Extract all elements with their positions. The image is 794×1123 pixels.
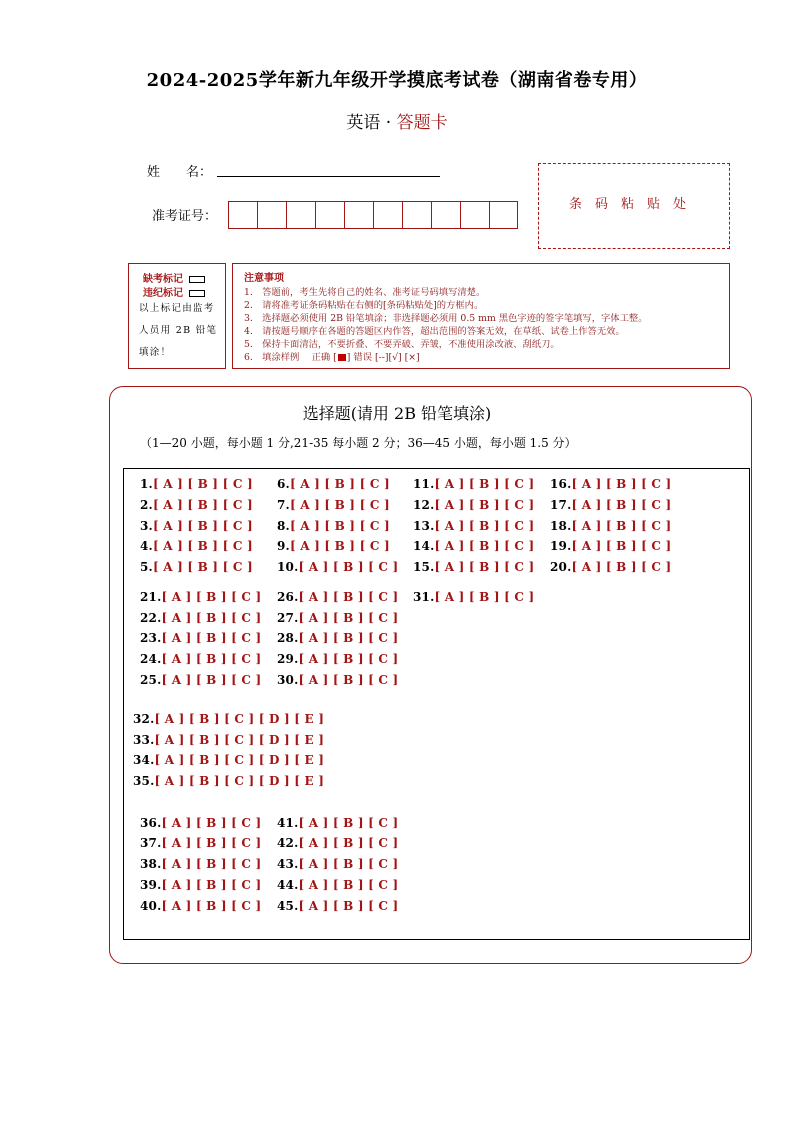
question-row — [413, 498, 534, 512]
answer-options[interactable]: [ A ] [ B ] [ C ] — [298, 857, 399, 871]
answer-options[interactable]: [ A ] [ B ] [ C ] — [434, 590, 535, 604]
answer-options[interactable]: [ A ] [ B ] [ C ] — [298, 899, 399, 913]
question-row — [277, 498, 390, 512]
answer-options[interactable]: [ A ] [ B ] [ C ] — [298, 652, 399, 666]
answer-options[interactable]: [ A ] [ B ] [ C ] — [161, 673, 262, 687]
question-number: 10. — [277, 560, 299, 574]
sample-wrong-label: 错误 — [353, 352, 372, 363]
question-row — [133, 733, 324, 747]
name-label: 姓 名： — [147, 165, 213, 180]
answer-options[interactable]: [ A ] [ B ] [ C ] [ D ] [ E ] — [154, 753, 325, 767]
answer-options[interactable]: [ A ] [ B ] [ C ] — [434, 477, 535, 491]
answer-options[interactable]: [ A ] [ B ] [ C ] [ D ] [ E ] — [154, 712, 325, 726]
choice-scoring: （1—20 小题，每小题 1 分,21-35 每小题 2 分；36—45 小题，每小题 1.5 分） — [140, 436, 577, 450]
card-label: 答题卡 — [396, 113, 448, 133]
barcode-area — [538, 163, 730, 249]
question-number: 9. — [277, 539, 290, 553]
answer-options[interactable]: [ A ] [ B ] [ C ] — [289, 519, 390, 533]
answer-options[interactable]: [ A ] [ B ] [ C ] — [161, 836, 262, 850]
absent-label: 缺考标记 — [143, 274, 183, 285]
question-number: 23. — [140, 631, 162, 645]
question-row — [140, 673, 261, 687]
question-number: 6. — [277, 477, 290, 491]
violation-mark — [143, 284, 205, 299]
question-number: 38. — [140, 857, 162, 871]
answer-options[interactable]: [ A ] [ B ] [ C ] — [298, 816, 399, 830]
question-row — [140, 519, 253, 533]
answer-options[interactable]: [ A ] [ B ] [ C ] — [152, 498, 253, 512]
question-row — [133, 774, 324, 788]
answer-options[interactable]: [ A ] [ B ] [ C ] — [161, 857, 262, 871]
notice-item: 4. 请按题号顺序在各题的答题区内作答，超出范围的答案无效，在草纸、试卷上作答无效。 — [244, 326, 625, 337]
question-row — [277, 477, 390, 491]
answer-options[interactable]: [ A ] [ B ] [ C ] — [298, 878, 399, 892]
id-digit-box[interactable] — [431, 201, 460, 229]
answer-options[interactable]: [ A ] [ B ] [ C ] — [289, 498, 390, 512]
question-row — [413, 560, 534, 574]
answer-options[interactable]: [ A ] [ B ] [ C ] — [152, 560, 253, 574]
answer-options[interactable]: [ A ] [ B ] [ C ] — [161, 611, 262, 625]
answer-options[interactable]: [ A ] [ B ] [ C ] — [152, 539, 253, 553]
answer-options[interactable]: [ A ] [ B ] [ C ] — [298, 631, 399, 645]
question-row — [140, 611, 261, 625]
question-number: 43. — [277, 857, 299, 871]
notice-box — [232, 263, 730, 369]
id-digit-box[interactable] — [373, 201, 402, 229]
answer-options[interactable]: [ A ] [ B ] [ C ] — [161, 878, 262, 892]
question-row — [140, 631, 261, 645]
notice-title: 注意事项 — [244, 273, 284, 284]
question-number: 2. — [140, 498, 153, 512]
question-row — [277, 611, 398, 625]
answer-options[interactable]: [ A ] [ B ] [ C ] — [161, 652, 262, 666]
absent-checkbox[interactable] — [189, 276, 205, 283]
choice-title: 选择题(请用 2B 铅笔填涂) — [302, 404, 492, 423]
question-row — [277, 652, 398, 666]
id-digit-box[interactable] — [489, 201, 518, 229]
question-row — [140, 899, 261, 913]
id-label: 准考证号： — [152, 209, 218, 224]
question-number: 29. — [277, 652, 299, 666]
subject-label: 英语 — [346, 113, 381, 133]
question-row — [140, 857, 261, 871]
question-row — [140, 590, 261, 604]
absent-mark — [143, 270, 205, 285]
answer-options[interactable]: [ A ] [ B ] [ C ] — [571, 498, 672, 512]
subtitle-separator: · — [385, 113, 392, 133]
question-number: 34. — [133, 753, 155, 767]
question-number: 32. — [133, 712, 155, 726]
question-number: 12. — [413, 498, 435, 512]
answer-options[interactable]: [ A ] [ B ] [ C ] — [298, 590, 399, 604]
question-number: 20. — [550, 560, 572, 574]
question-number: 24. — [140, 652, 162, 666]
question-row — [413, 477, 534, 491]
notice-item: 2. 请将准考证条码粘贴在右侧的[条码粘贴处]的方框内。 — [244, 300, 484, 311]
question-row — [550, 560, 671, 574]
answer-options[interactable]: [ A ] [ B ] [ C ] — [161, 899, 262, 913]
id-digit-box[interactable] — [460, 201, 489, 229]
question-row — [277, 878, 398, 892]
question-row — [140, 498, 253, 512]
question-number: 42. — [277, 836, 299, 850]
question-row — [133, 753, 324, 767]
question-row — [550, 539, 671, 553]
question-number: 25. — [140, 673, 162, 687]
question-row — [140, 652, 261, 666]
question-number: 17. — [550, 498, 572, 512]
id-digit-box[interactable] — [344, 201, 373, 229]
answer-options[interactable]: [ A ] [ B ] [ C ] — [571, 519, 672, 533]
question-row — [413, 539, 534, 553]
question-number: 14. — [413, 539, 435, 553]
answer-options[interactable]: [ A ] [ B ] [ C ] — [571, 560, 672, 574]
question-number: 4. — [140, 539, 153, 553]
id-digit-box[interactable] — [228, 201, 257, 229]
page-title: 2024-2025学年新九年级开学摸底考试卷（湖南省卷专用） — [146, 70, 648, 91]
question-number: 26. — [277, 590, 299, 604]
question-row — [550, 498, 671, 512]
question-row — [277, 836, 398, 850]
question-row — [550, 477, 671, 491]
question-number: 8. — [277, 519, 290, 533]
question-row — [413, 519, 534, 533]
answer-options[interactable]: [ A ] [ B ] [ C ] — [161, 590, 262, 604]
id-digit-box[interactable] — [315, 201, 344, 229]
question-row — [277, 539, 390, 553]
answer-options[interactable]: [ A ] [ B ] [ C ] — [571, 539, 672, 553]
name-field[interactable] — [217, 175, 440, 177]
question-number: 30. — [277, 673, 299, 687]
question-number: 7. — [277, 498, 290, 512]
id-digit-box[interactable] — [402, 201, 431, 229]
question-number: 36. — [140, 816, 162, 830]
question-row — [277, 590, 398, 604]
question-number: 22. — [140, 611, 162, 625]
question-row — [140, 477, 253, 491]
question-row — [277, 519, 390, 533]
question-number: 19. — [550, 539, 572, 553]
question-row — [277, 899, 398, 913]
question-row — [277, 857, 398, 871]
answer-options[interactable]: [ A ] [ B ] [ C ] — [434, 519, 535, 533]
answer-options[interactable]: [ A ] [ B ] [ C ] — [434, 560, 535, 574]
question-number: 18. — [550, 519, 572, 533]
question-number: 31. — [413, 590, 435, 604]
violation-label: 违纪标记 — [143, 288, 183, 299]
notice-item: 5. 保持卡面清洁，不要折叠、不要弄破、弄皱，不准使用涂改液、刮纸刀。 — [244, 339, 560, 350]
question-number: 15. — [413, 560, 435, 574]
answer-options[interactable]: [ A ] [ B ] [ C ] — [152, 477, 253, 491]
question-row — [550, 519, 671, 533]
question-number: 45. — [277, 899, 299, 913]
subtitle — [0, 108, 794, 133]
answer-options[interactable]: [ A ] [ B ] [ C ] — [571, 477, 672, 491]
question-row — [140, 539, 253, 553]
question-number: 39. — [140, 878, 162, 892]
id-number-boxes[interactable] — [228, 201, 518, 229]
question-row — [277, 560, 398, 574]
question-number: 3. — [140, 519, 153, 533]
question-number: 40. — [140, 899, 162, 913]
answer-options[interactable]: [ A ] [ B ] [ C ] — [298, 836, 399, 850]
question-number: 37. — [140, 836, 162, 850]
answer-options[interactable]: [ A ] [ B ] [ C ] — [298, 560, 399, 574]
answer-options[interactable]: [ A ] [ B ] [ C ] — [298, 611, 399, 625]
question-row — [277, 816, 398, 830]
question-row — [277, 673, 398, 687]
question-number: 35. — [133, 774, 155, 788]
question-number: 21. — [140, 590, 162, 604]
correct-sample-mark — [338, 354, 346, 361]
question-row — [140, 836, 261, 850]
notice-item: 3. 选择题必须使用 2B 铅笔填涂；非选择题必须用 0.5 mm 黑色字迹的签字笔填写，字体工整。 — [244, 313, 648, 324]
question-number: 11. — [413, 477, 435, 491]
notice-sample: 6. 填涂样例 正确 [ ] 错误 [--][√] [×] — [244, 352, 420, 363]
id-digit-box[interactable] — [257, 201, 286, 229]
answer-options[interactable]: [ A ] [ B ] [ C ] [ D ] [ E ] — [154, 733, 325, 747]
answer-options[interactable]: [ A ] [ B ] [ C ] — [152, 519, 253, 533]
answer-options[interactable]: [ A ] [ B ] [ C ] — [161, 816, 262, 830]
wrong-sample-marks: [--][√] [×] — [374, 352, 420, 363]
question-number: 27. — [277, 611, 299, 625]
id-digit-box[interactable] — [286, 201, 315, 229]
question-number: 41. — [277, 816, 299, 830]
question-row — [140, 560, 253, 574]
question-row — [133, 712, 324, 726]
question-row — [140, 816, 261, 830]
question-number: 28. — [277, 631, 299, 645]
violation-checkbox[interactable] — [189, 290, 205, 297]
mark-box — [128, 263, 226, 369]
question-number: 13. — [413, 519, 435, 533]
answer-options[interactable]: [ A ] [ B ] [ C ] [ D ] [ E ] — [154, 774, 325, 788]
question-number: 5. — [140, 560, 153, 574]
answer-options[interactable]: [ A ] [ B ] [ C ] — [434, 498, 535, 512]
question-number: 1. — [140, 477, 153, 491]
sample-prefix: 6. 填涂样例 正确 — [244, 352, 331, 363]
question-row — [140, 878, 261, 892]
barcode-label: 条码粘贴处 — [568, 197, 699, 212]
answer-options[interactable]: [ A ] [ B ] [ C ] — [298, 673, 399, 687]
question-row — [413, 590, 534, 604]
answer-options[interactable]: [ A ] [ B ] [ C ] — [289, 477, 390, 491]
mark-note: 以上标记由监考人员用 2B 铅笔填涂！ — [139, 303, 218, 358]
answer-options[interactable]: [ A ] [ B ] [ C ] — [434, 539, 535, 553]
answer-options[interactable]: [ A ] [ B ] [ C ] — [161, 631, 262, 645]
question-row — [277, 631, 398, 645]
question-number: 33. — [133, 733, 155, 747]
question-number: 16. — [550, 477, 572, 491]
question-number: 44. — [277, 878, 299, 892]
notice-item: 1. 答题前，考生先将自己的姓名、准考证号码填写清楚。 — [244, 287, 486, 298]
answer-options[interactable]: [ A ] [ B ] [ C ] — [289, 539, 390, 553]
